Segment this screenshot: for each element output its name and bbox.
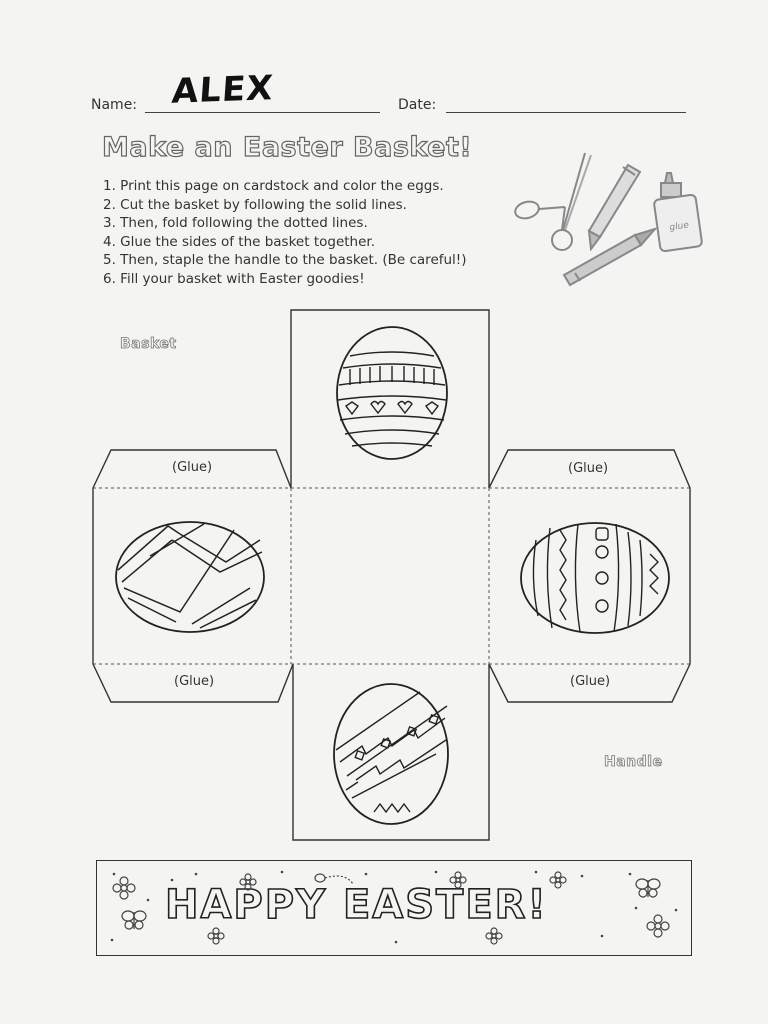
flower-icon xyxy=(240,874,256,890)
banner-text: HAPPY EASTER! xyxy=(165,882,548,928)
instruction-step: 5. Then, staple the handle to the basket. (Be careful!) xyxy=(103,252,467,269)
fold-lines xyxy=(93,488,690,664)
egg-right[interactable] xyxy=(521,523,669,633)
instruction-step: 4. Glue the sides of the basket together. xyxy=(103,233,376,250)
name-value[interactable]: ALEX xyxy=(170,68,275,112)
glue-bottle-label: glue xyxy=(668,220,690,234)
butterfly-icon xyxy=(122,911,146,929)
instruction-step: 2. Cut the basket by following the solid lines. xyxy=(103,196,407,213)
instruction-step: 6. Fill your basket with Easter goodies! xyxy=(103,270,365,287)
flower-icon xyxy=(208,928,224,944)
flower-icon xyxy=(450,872,466,888)
instruction-step: 3. Then, fold following the dotted lines. xyxy=(103,215,368,232)
egg-top[interactable] xyxy=(337,327,447,459)
date-label: Date: xyxy=(398,97,437,113)
instruction-step: 1. Print this page on cardstock and color the eggs. xyxy=(103,178,444,194)
flower-icon xyxy=(647,915,669,937)
bee-icon xyxy=(315,874,353,884)
egg-left[interactable] xyxy=(116,522,264,632)
glue-label-bottom-left: (Glue) xyxy=(174,674,215,689)
egg-bottom[interactable] xyxy=(334,684,448,824)
name-label: Name: xyxy=(91,97,138,113)
flower-icon xyxy=(550,872,566,888)
cut-line xyxy=(93,310,690,840)
glue-label-top-right: (Glue) xyxy=(568,461,609,476)
flower-icon xyxy=(113,877,135,899)
basket-label: Basket xyxy=(120,336,177,352)
flower-icon xyxy=(486,928,502,944)
banner-decorations xyxy=(96,860,690,954)
butterfly-icon xyxy=(636,879,660,897)
glue-label-bottom-right: (Glue) xyxy=(570,674,611,689)
handle-label: Handle xyxy=(604,754,663,770)
glue-label-top-left: (Glue) xyxy=(172,460,213,475)
page-title: Make an Easter Basket! xyxy=(102,132,473,163)
banner-dots xyxy=(111,871,678,944)
